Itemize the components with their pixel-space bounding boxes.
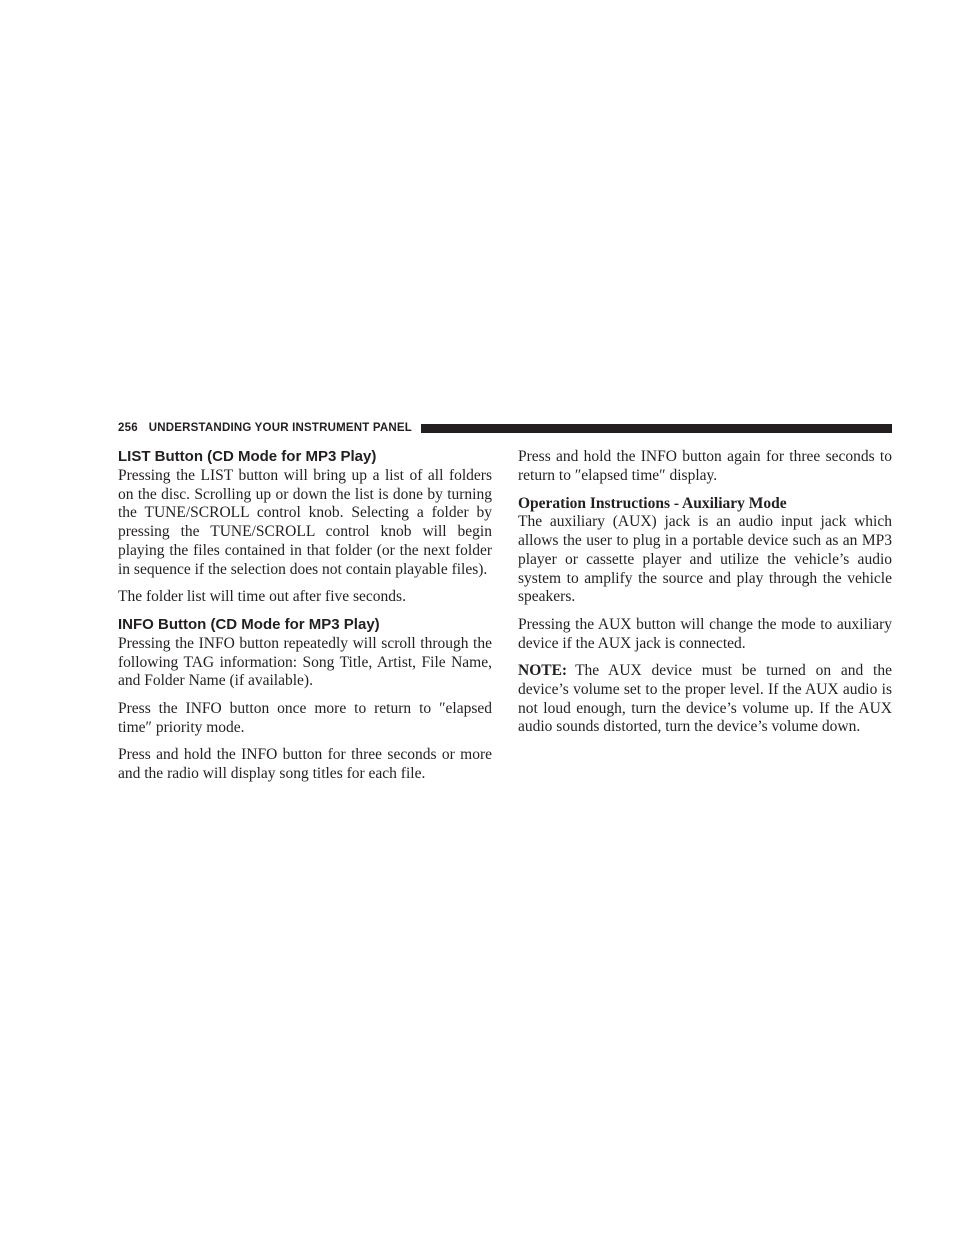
- folder-timeout-paragraph: The folder list will time out after five seconds.: [118, 588, 406, 606]
- header-rule: [421, 424, 892, 433]
- info-button-heading: INFO Button (CD Mode for MP3 Play): [118, 615, 380, 633]
- note-label: NOTE:: [518, 662, 568, 680]
- note-text: The AUX device must be turned on and the device’s volume set to the proper level. If the AUX audio is not loud enough, turn the device’s volume up. If the AUX audio sounds distorted, turn the device’s volume down.: [518, 662, 892, 736]
- aux-mode-heading: Operation Instructions - Auxiliary Mode: [518, 495, 787, 513]
- note-paragraph: [518, 662, 892, 737]
- aux-button-paragraph: Pressing the AUX button will change the mode to auxiliary device if the AUX jack is connected.: [518, 615, 892, 652]
- left-column: [118, 448, 492, 793]
- page-header: [118, 419, 892, 437]
- list-button-paragraph: Pressing the LIST button will bring up a list of all folders on the disc. Scrolling up or down the list is done by turning the TUNE/SCROLL control knob. Selecting a folder by pressing the TUNE/SCROLL control knob will begin playing the files contained in that folder (or the next folder in sequence if the selection does not contain playable files).: [118, 467, 492, 578]
- right-column: [518, 448, 892, 746]
- info-hold-paragraph: Press and hold the INFO button for three seconds or more and the radio will display song titles for each file.: [118, 746, 492, 783]
- list-button-heading: LIST Button (CD Mode for MP3 Play): [118, 448, 377, 465]
- page-number: 256: [118, 422, 138, 434]
- info-elapsed-paragraph: Press the INFO button once more to return to ″elapsed time″ priority mode.: [118, 700, 492, 736]
- info-hold-again-paragraph: Press and hold the INFO button again for three seconds to return to ″elapsed time″ display.: [518, 448, 892, 484]
- aux-jack-paragraph: The auxiliary (AUX) jack is an audio input jack which allows the user to plug in a portable device such as an MP3 player or cassette player and utilize the vehicle’s audio system to amplify the source and play through the vehicle speakers.: [518, 513, 892, 606]
- info-scroll-paragraph: Pressing the INFO button repeatedly will scroll through the following TAG information: Song Title, Artist, File Name, and Folder Name (if available).: [118, 634, 492, 690]
- section-title: UNDERSTANDING YOUR INSTRUMENT PANEL: [148, 422, 412, 434]
